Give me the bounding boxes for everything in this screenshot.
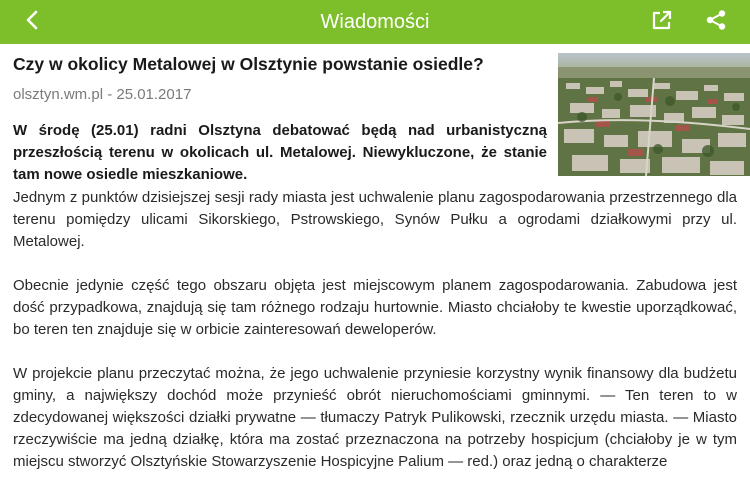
article-body — [13, 187, 737, 495]
article-paragraph: Jednym z punktów dzisiejszej sesji rady miasta jest uchwalenie planu zagospodarowania przestrzennego dla terenu pomiędzy ulicami Sikorskiego, Pstrowskiego, Synów Pułku a ogrodami działkowymi przy ul. Metalowej. — [13, 189, 737, 250]
article-source-date: olsztyn.wm.pl - 25.01.2017 — [13, 86, 192, 103]
open-in-browser-button[interactable] — [644, 6, 680, 38]
share-button[interactable] — [698, 6, 734, 38]
screen-title: Wiadomości — [320, 11, 430, 33]
top-app-bar — [0, 0, 750, 44]
share-icon — [705, 9, 727, 36]
article-headline: Czy w okolicy Metalowej w Olsztynie powstanie osiedle? — [13, 54, 484, 74]
article-image[interactable] — [558, 53, 750, 176]
article-lead: W środę (25.01) radni Olsztyna debatować będą nad urbanistyczną przeszłością terenu w okolicach ul. Metalowej. Niewykluczone, że stanie tam nowe osiedle mieszkaniowe. — [13, 122, 547, 183]
article-paragraph: W projekcie planu przeczytać można, że jego uchwalenie przyniesie korzystny wynik finansowy dla budżetu gminy, a największy dochód może przynieść obrót nieruchomościami gminnymi. — Ten teren to w zdecydowanej większości działki prywatne — tłumaczy Patryk Pulikowski, rzecznik urzędu miasta. — Miasto rzeczywiście ma jedną działkę, która ma zostać przeznaczona na potrzeby hospicjum (chciałoby je w tym miejscu stworzyć Olsztyńskie Stowarzyszenie Hospicyjne Palium — red.) oraz jedną o charakterze — [13, 365, 737, 470]
open-external-icon — [651, 9, 673, 36]
article-paragraph: Obecnie jedynie część tego obszaru objęta jest miejscowym planem zagospodarowania. Zabudowa jest dość przypadkowa, znajdują się tam różnego rodzaju hurtownie. Miasto chciałoby te kwestie uporządkować, bo teren ten znajduje się w orbicie zainteresowań deweloperów. — [13, 277, 737, 338]
